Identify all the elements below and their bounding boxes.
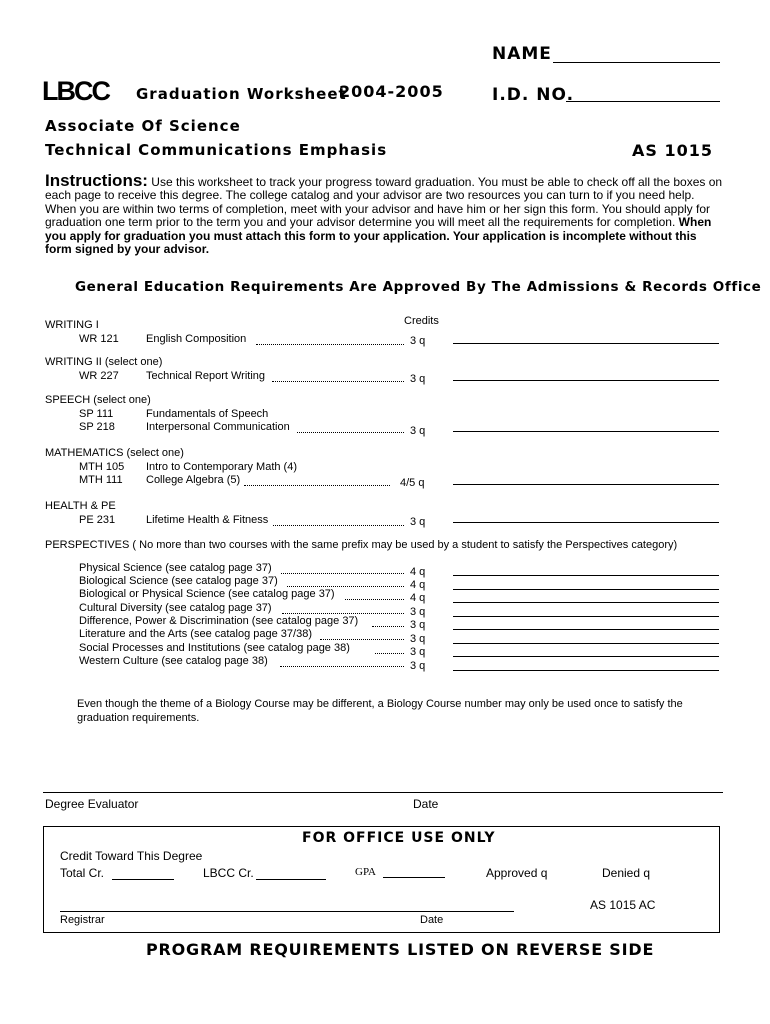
leader-dots <box>273 525 404 526</box>
office-code: AS 1015 AC <box>590 898 656 912</box>
id-label: I.D. NO. <box>492 85 575 105</box>
perspective-entry-line[interactable] <box>453 629 719 630</box>
evaluator-signature-line[interactable] <box>43 792 723 793</box>
total-credits-field[interactable] <box>112 879 174 880</box>
perspective-entry-line[interactable] <box>453 656 719 657</box>
speech-name-2: Interpersonal Communication <box>146 421 290 433</box>
lbcc-logo: LBCC <box>42 76 109 106</box>
reverse-side-notice: PROGRAM REQUIREMENTS LISTED ON REVERSE SIDE <box>146 940 655 959</box>
perspective-entry-line[interactable] <box>453 616 719 617</box>
perspective-item: Biological Science (see catalog page 37) <box>79 575 278 587</box>
math-course-1: MTH 105 <box>79 461 125 473</box>
leader-dots <box>297 432 404 433</box>
speech-name-1: Fundamentals of Speech <box>146 408 269 420</box>
leader-dots <box>272 381 404 382</box>
registrar-label: Registrar <box>60 914 105 926</box>
leader-dots <box>256 344 404 345</box>
leader-dots <box>287 586 404 587</box>
health-title: HEALTH & PE <box>45 500 116 512</box>
math-name-1: Intro to Contemporary Math (4) <box>146 461 298 473</box>
writing1-name: English Composition <box>146 333 247 345</box>
gpa-label: GPA <box>355 866 376 878</box>
gpa-field[interactable] <box>383 877 445 878</box>
perspective-item: Social Processes and Institutions (see catalog page 38) <box>79 642 350 654</box>
evaluator-date-label: Date <box>413 797 439 811</box>
speech-course-2: SP 218 <box>79 421 115 433</box>
perspective-credits: 4 q <box>410 579 426 591</box>
math-name-2: College Algebra (5) <box>146 474 241 486</box>
perspective-entry-line[interactable] <box>453 602 719 603</box>
writing2-course: WR 227 <box>79 370 119 382</box>
credit-toward-label: Credit Toward This Degree <box>60 849 203 863</box>
denied-checkbox[interactable]: Denied q <box>602 866 651 880</box>
writing2-entry-line[interactable] <box>453 380 719 381</box>
perspective-credits: 3 q <box>410 646 426 658</box>
writing1-course: WR 121 <box>79 333 119 345</box>
leader-dots <box>345 599 404 600</box>
perspective-item: Biological or Physical Science (see catalog page 37) <box>79 588 335 600</box>
degree-title: Associate Of Science <box>45 117 241 135</box>
total-credits-label: Total Cr. <box>60 866 105 880</box>
id-field[interactable] <box>566 101 720 102</box>
math-credits: 4/5 q <box>400 477 425 489</box>
leader-dots <box>375 653 404 654</box>
writing2-credits: 3 q <box>410 373 426 385</box>
leader-dots <box>320 639 404 640</box>
perspective-item: Literature and the Arts (see catalog page 37/38) <box>79 628 312 640</box>
instructions-bold-text: When you apply for graduation you must attach this form to your application. Your application is incomplete without this form signed by your advisor. <box>45 215 712 257</box>
instructions-block <box>45 171 725 257</box>
approved-checkbox[interactable]: Approved q <box>486 866 548 880</box>
speech-credits: 3 q <box>410 425 426 437</box>
instructions-lead: Instructions: <box>45 171 148 190</box>
perspective-entry-line[interactable] <box>453 575 719 576</box>
speech-title: SPEECH (select one) <box>45 394 151 406</box>
perspective-item: Cultural Diversity (see catalog page 37) <box>79 602 272 614</box>
perspective-entry-line[interactable] <box>453 670 719 671</box>
program-code: AS 1015 <box>632 141 714 160</box>
perspective-credits: 3 q <box>410 633 426 645</box>
perspectives-title: PERSPECTIVES ( No more than two courses with the same prefix may be used by a student to satisfy the Perspectives category) <box>45 539 678 551</box>
perspective-credits: 3 q <box>410 619 426 631</box>
leader-dots <box>280 666 404 667</box>
perspective-credits: 3 q <box>410 660 426 672</box>
lbcc-credits-label: LBCC Cr. <box>203 866 254 880</box>
leader-dots <box>281 573 404 574</box>
health-course: PE 231 <box>79 514 116 526</box>
name-field[interactable] <box>553 62 720 63</box>
lbcc-credits-field[interactable] <box>256 879 326 880</box>
math-title: MATHEMATICS (select one) <box>45 447 184 459</box>
perspective-item: Western Culture (see catalog page 38) <box>79 655 268 667</box>
registrar-signature-line[interactable] <box>60 911 514 912</box>
year-label: 2004-2005 <box>339 82 444 101</box>
writing2-name: Technical Report Writing <box>146 370 266 382</box>
speech-course-1: SP 111 <box>79 408 114 420</box>
evaluator-label: Degree Evaluator <box>45 797 139 811</box>
writing1-entry-line[interactable] <box>453 343 719 344</box>
perspective-credits: 4 q <box>410 566 426 578</box>
registrar-date-label: Date <box>420 914 444 926</box>
speech-entry-line[interactable] <box>453 431 719 432</box>
perspective-item: Difference, Power & Discrimination (see catalog page 37) <box>79 615 359 627</box>
perspective-item: Physical Science (see catalog page 37) <box>79 562 272 574</box>
emphasis-title: Technical Communications Emphasis <box>45 141 388 159</box>
health-credits: 3 q <box>410 516 426 528</box>
health-name: Lifetime Health & Fitness <box>146 514 269 526</box>
perspective-entry-line[interactable] <box>453 643 719 644</box>
perspective-credits: 4 q <box>410 592 426 604</box>
biology-note: Even though the theme of a Biology Course may be different, a Biology Course number may only be used once to satisfy the graduation requirements. <box>77 698 683 724</box>
perspective-credits: 3 q <box>410 606 426 618</box>
worksheet-title: Graduation Worksheet <box>136 85 347 103</box>
writing1-credits: 3 q <box>410 335 426 347</box>
office-use-title: FOR OFFICE USE ONLY <box>302 830 496 846</box>
writing2-title: WRITING II (select one) <box>45 356 163 368</box>
credits-header: Credits <box>404 315 439 327</box>
leader-dots <box>282 613 404 614</box>
math-course-2: MTH 111 <box>79 474 123 486</box>
health-entry-line[interactable] <box>453 522 719 523</box>
writing1-title: WRITING I <box>45 319 99 331</box>
instructions-text: Use this worksheet to track your progress toward graduation. You must be able to check off all the boxes on each page to receive this degree. The college catalog and your advisor are two resources you can turn to if you need help. When you are within two terms of completion, meet with your advisor and have him or her sign this form. You should apply for graduation one term prior to the term you and your advisor determine you will meet all the requirements for completion. <box>45 175 723 230</box>
name-label: NAME <box>492 44 552 64</box>
perspective-entry-line[interactable] <box>453 589 719 590</box>
leader-dots <box>244 485 390 486</box>
math-entry-line[interactable] <box>453 484 719 485</box>
leader-dots <box>372 626 404 627</box>
gen-ed-heading: General Education Requirements Are Approved By The Admissions & Records Office <box>75 279 762 295</box>
